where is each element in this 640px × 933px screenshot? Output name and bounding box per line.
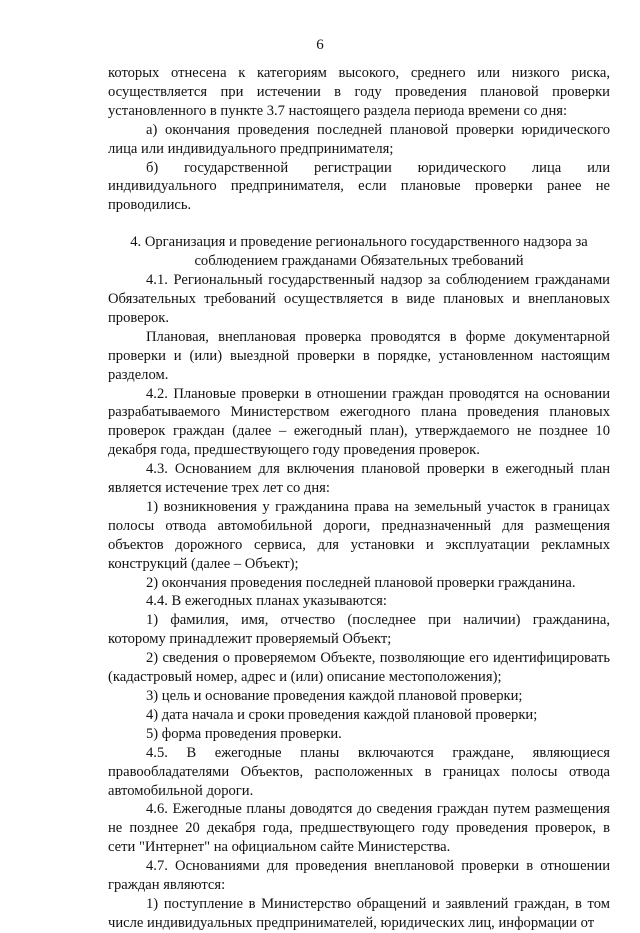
paragraph-item-b: б) государственной регистрации юридического лица или индивидуального предпринимателя, если плановые проверки ранее не проводились.: [108, 159, 610, 214]
paragraph-4-4-item-5: 5) форма проведения проверки.: [146, 725, 342, 742]
paragraph-item-a: а) окончания проведения последней плановой проверки юридического лица или индивидуального предпринимателя;: [108, 121, 610, 157]
section-heading: 4. Организация и проведение регионального государственного надзора за соблюдением гражданами Обязательных требований: [130, 234, 588, 270]
paragraph-4-4-item-2: 2) сведения о проверяемом Объекте, позволяющие его идентифицировать (кадастровый номер, адрес и (или) описание местоположения);: [108, 650, 610, 686]
paragraph-4-3-item-1: 1) возникновения у гражданина права на земельный участок в границах полосы отвода автомобильной дороги, предназначенный для размещения объектов дорожного сервиса, для установки и эксплуатации рекламных конструкций (далее – Объект);: [108, 498, 610, 572]
document-body: [108, 64, 610, 933]
paragraph-4-3: 4.3. Основанием для включения плановой проверки в ежегодный план является истечение трех лет со дня:: [108, 461, 610, 497]
paragraph-4-4-item-1: 1) фамилия, имя, отчество (последнее при наличии) гражданина, которому принадлежит проверяемый Объект;: [108, 612, 610, 648]
paragraph-4-5: 4.5. В ежегодные планы включаются граждане, являющиеся правообладателями Объектов, расположенных в границах полосы отвода автомобильной дороги.: [108, 744, 610, 799]
paragraph-4-7: 4.7. Основаниями для проведения внеплановой проверки в отношении граждан являются:: [108, 858, 610, 894]
page-number: 6: [316, 37, 324, 53]
paragraph-4-1: 4.1. Региональный государственный надзор за соблюдением гражданами Обязательных требований осуществляется в виде плановых и внеплановых проверок.: [108, 272, 610, 326]
paragraph-4-2: 4.2. Плановые проверки в отношении граждан проводятся на основании разрабатываемого Министерством ежегодного плана проведения плановых проверок граждан (далее – ежегодный план), утверждаемого не позднее 10 декабря года, предшествующего году проведения проверок.: [108, 385, 610, 459]
paragraph-4-1-form: Плановая, внеплановая проверка проводятся в форме документарной проверки и (или) выездной проверки в порядке, установленном настоящим разделом.: [108, 328, 610, 383]
paragraph-4-4-item-4: 4) дата начала и сроки проведения каждой плановой проверки;: [146, 706, 538, 723]
paragraph-4-6: 4.6. Ежегодные планы доводятся до сведения граждан путем размещения не позднее 20 декабря года, предшествующего году проведения проверок, в сети "Интернет" на официальном сайте Министерства.: [108, 801, 610, 856]
paragraph-4-7-item-1: 1) поступление в Министерство обращений и заявлений граждан, в том числе индивидуальных предпринимателей, юридических лиц, информации от: [108, 895, 610, 931]
paragraph-4-3-item-2: 2) окончания проведения последней плановой проверки гражданина.: [146, 574, 576, 591]
paragraph-4-4: 4.4. В ежегодных планах указываются:: [146, 593, 387, 610]
paragraph-4-4-item-3: 3) цель и основание проведения каждой плановой проверки;: [146, 688, 523, 704]
paragraph-continuation: которых отнесена к категориям высокого, среднего или низкого риска, осуществляется при истечении в году проведения плановой проверки установленного в пункте 3.7 настоящего раздела периода времени со дня:: [108, 65, 610, 119]
